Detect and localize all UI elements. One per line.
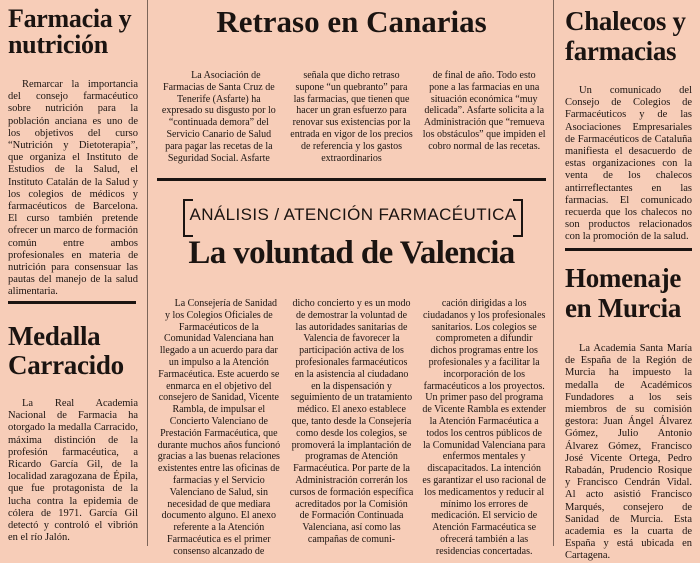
article-body-col2: señala que dicho retraso supone “un quebranto” para las farmacias, que tienen que hacer un gran esfuerzo para renovar sus existencias por la entrada en vigor de los precios de referencia y los gastos extraordinarios xyxy=(290,70,413,164)
article-chalecos-farmacias xyxy=(565,6,692,244)
kicker-bracket-left xyxy=(183,199,193,237)
article-body-col1: La Consejería de Sanidad y los Colegios Oficiales de Farmacéuticos de la Comunidad Valenciana han llegado a un acuerdo para dar un impulso a la Atención Farmacéutica. Este acuerdo se enmarca en el objetivo del consejero de Sanidad, Vicente Rambla, de impulsar el Concierto Valenciano de Prestación Farmacéutica, que durante muchos años funcionó gracias a las buenas relaciones existentes entre las oficinas de farmacias y el Servicio Valenciano de Salud, sin necesidad de que mediara documento alguno. El anexo referente a la Atención Farmacéutica es el primer consenso alcanzado de xyxy=(157,298,281,557)
article-retraso-canarias xyxy=(157,6,546,164)
article-body-col1: La Asociación de Farmacias de Santa Cruz de Tenerife (Asfarte) ha expresado su disgusto por lo “continuada demora” del Servicio Canario de Salud para pagar las recetas de la Seguridad Social. Asfarte xyxy=(161,70,276,164)
article-body: La Real Academia Nacional de Farmacia ha otorgado la medalla Carracido, máxima distinción de la profesión farmacéutica, a Ricardo García Gil, de la localidad zaragozana de Épila, que fue protagonista de la lucha contra la epidemia de cólera de 1971. García Gil detectó y controló el vibrión en el río Jalón. xyxy=(8,398,138,544)
title-line: en Murcia xyxy=(565,293,682,323)
article-columns xyxy=(157,298,546,558)
article-title xyxy=(565,6,692,66)
title-line: Homenaje xyxy=(565,263,682,293)
article-title xyxy=(8,322,138,380)
title-line: Carracido xyxy=(8,350,124,380)
title-line: Chalecos y xyxy=(565,6,686,36)
column-divider-right xyxy=(553,0,554,546)
title-line: farmacias xyxy=(565,36,677,66)
article-homenaje-murcia xyxy=(565,263,692,563)
title-line: Medalla xyxy=(8,321,101,351)
kicker-bracket-right xyxy=(513,199,523,237)
article-body: Un comunicado del Consejo de Colegios de Farmacéuticos y de las Asociaciones Empresariales de Farmacéuticos de Cataluña manifiesta el desacuerdo de estas organizaciones con la venta de los chalecos antirreflectantes en las farmacias. El comunicado recuerda que los chalecos no son productos relacionados con la promoción de la salud. xyxy=(565,85,692,243)
title-line: Farmacia y xyxy=(8,4,132,33)
kicker-text: ANÁLISIS / ATENCIÓN FARMACÉUTICA xyxy=(189,205,517,224)
article-body: La Academia Santa María de España de la Región de Murcia ha impuesto la medalla de Académicos Fundadores a los seis miembros de su comisión gestora: Juan Ángel Álvarez Gómez, Julio Antonio Álvarez Gómez, Francisco José Vicente Ortega, Pedro Rabadán, Prudencio Rosique y Francisco Cendrán Vidal. Al acto asistió Francisco Marqués, consejero de Sanidad de Murcia. Esta academia es la cuarta de España y está ubicada en Cartagena. xyxy=(565,343,692,562)
article-title xyxy=(565,263,692,323)
article-body-col3: cación dirigidas a los ciudadanos y los profesionales sanitarios. Los colegios se comprometen a difundir dichos programas entre los profesionales y a facilitar la incorporación de los farmacéuticos a los proyectos. Un primer paso del programa de Vicente Rambla es extender la Atención Farmacéutica a todos los centros públicos de la Comunidad Valenciana para enfermos mentales y discapacitados. La intención es garantizar el uso racional de los medicamentos y reducir al mínimo los errores de medicación. El servicio de Atención Farmacéutica se ofrecerá también a las residencias concertadas. xyxy=(422,298,546,557)
article-title: La voluntad de Valencia xyxy=(188,235,515,271)
section-rule xyxy=(8,301,136,304)
article-farmacia-nutricion xyxy=(8,6,138,299)
section-kicker xyxy=(183,201,523,229)
article-title xyxy=(8,6,138,58)
title-line: nutrición xyxy=(8,30,108,59)
column-divider-left xyxy=(147,0,148,546)
article-voluntad-valencia xyxy=(157,236,546,558)
section-rule xyxy=(565,248,692,251)
article-body-col2: dicho concierto y es un modo de demostrar la voluntad de las autoridades sanitarias de Valencia de favorecer la participación activa de los profesionales farmacéuticos en la asistencia al ciudadano en la dispensación y seguimiento de un tratamiento médico. El anexo establece que, tanto desde la Consejería como desde los colegios, se promoverá la implantación de programas de Atención Farmacéutica. Por parte de la Administración correrán los cursos de formación específica acreditados por la Comisión de Formación Continuada Valenciana, así como las campañas de comuni- xyxy=(289,298,414,545)
article-columns xyxy=(157,70,546,164)
article-title: Retraso en Canarias xyxy=(216,4,487,39)
article-medalla-carracido xyxy=(8,322,138,544)
article-body: Remarcar la importancia del consejo farmacéutico sobre nutrición para la población anciana es uno de los objetivos del curso “Nutrición y Dietoterapia”, que organiza el Instituto de Estudios de la Salud, el Instituto Catalán de la Salud y los colegios de médicos y farmacéuticos de Barcelona. El curso también pretende ofrecer un marco de formación común entre ambos profesionales en materia de nutrición para consensuar las pautas del manejo de la salud alimentaria. xyxy=(8,79,139,298)
article-body-col3: de final de año. Todo esto pone a las farmacias en una situación económica “muy delicada”. Asfarte solicita a la Administración que “remueva los obstáculos” que impiden el cobro normal de las recetas. xyxy=(422,70,546,152)
section-rule xyxy=(157,178,546,181)
